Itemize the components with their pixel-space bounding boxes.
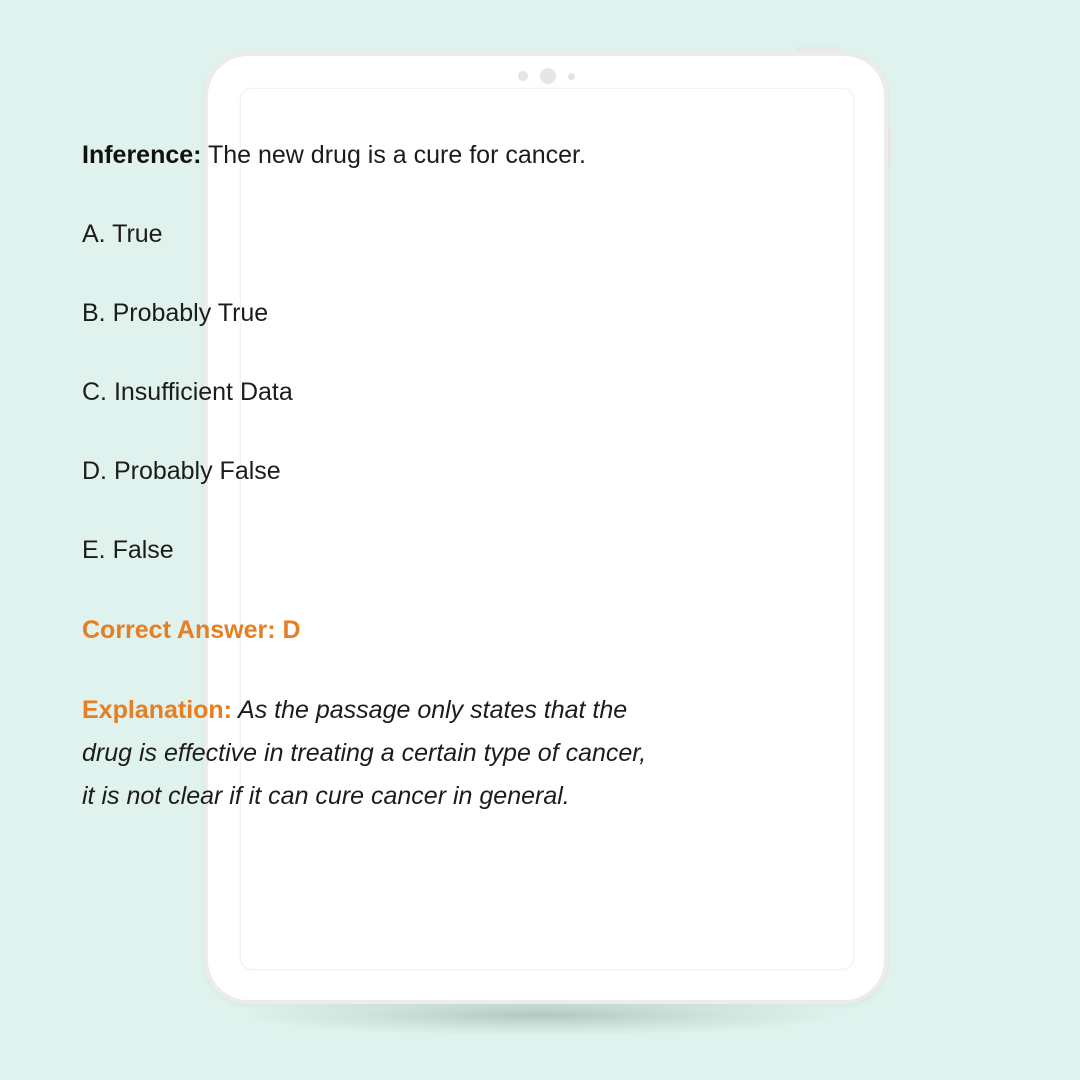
option-a[interactable]: A. True	[82, 220, 163, 248]
volume-button	[888, 127, 892, 169]
inference-text: The new drug is a cure for cancer.	[201, 141, 586, 169]
option-d[interactable]: D. Probably False	[82, 457, 281, 485]
explanation	[82, 689, 652, 818]
explanation-text: As the passage only states that the drug is effective in treating a certain type of cancer, it is not clear if it can cure cancer in general.	[82, 696, 647, 810]
answer-options	[82, 219, 652, 565]
camera-bar	[208, 66, 884, 86]
question-card	[82, 140, 652, 818]
option-e[interactable]: E. False	[82, 536, 174, 564]
explanation-label: Explanation:	[82, 696, 233, 724]
option-b[interactable]: B. Probably True	[82, 299, 269, 327]
option-c[interactable]: C. Insufficient Data	[82, 378, 293, 406]
power-button	[796, 47, 842, 51]
correct-answer: Correct Answer: D	[82, 616, 301, 644]
inference-label: Inference:	[82, 141, 202, 169]
sensor-icon	[518, 71, 528, 81]
light-sensor-icon	[568, 73, 575, 80]
camera-icon	[540, 68, 556, 84]
inference-statement	[82, 140, 652, 170]
